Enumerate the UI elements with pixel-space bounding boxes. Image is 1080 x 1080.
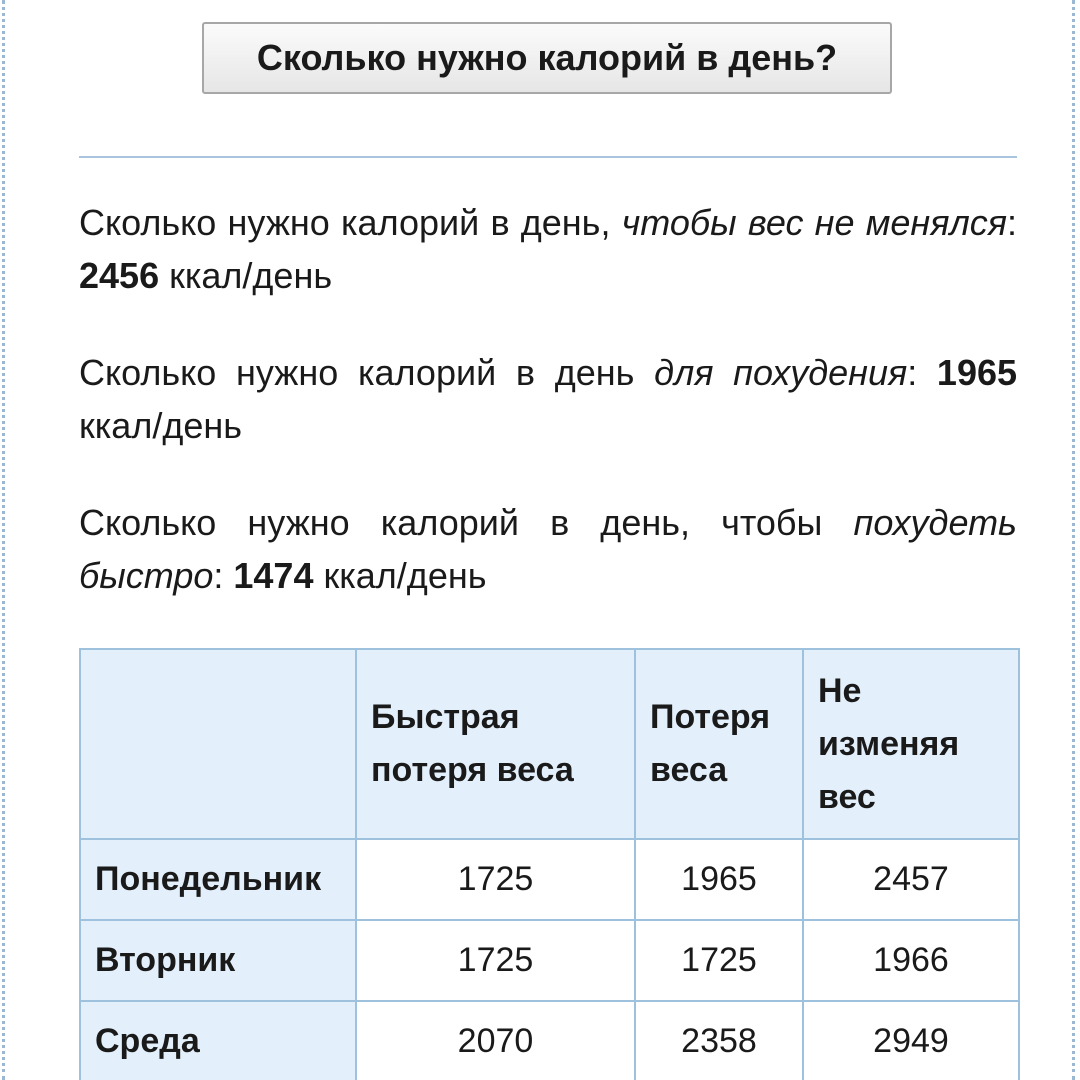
result-value: 1965 [936,352,1018,393]
cell-loss: 1725 [635,920,803,1001]
result-value: 1474 [233,555,314,596]
result-unit: ккал/день [159,255,333,296]
result-goal: похудеть быстро [79,502,1017,596]
result-goal: для похудения [654,352,908,393]
result-prefix: Сколько нужно калорий в день [79,352,655,393]
section-divider [79,156,1017,158]
cell-fast-loss: 2070 [356,1001,635,1080]
header-fast-loss: Быстрая потеря веса [356,649,635,839]
row-day-label: Вторник [80,920,356,1001]
cell-maintain: 1966 [803,920,1019,1001]
result-prefix: Сколько нужно калорий в день, [79,202,622,243]
table-header-row [80,649,1019,839]
frame-border-right [1072,0,1075,1080]
result-value: 2456 [79,255,160,296]
table-row [80,839,1019,920]
table-row [80,1001,1019,1080]
cell-fast-loss: 1725 [356,920,635,1001]
result-fast-weight-loss [79,496,1017,602]
row-day-label: Понедельник [80,839,356,920]
result-separator: : [1006,202,1017,243]
row-day-label: Среда [80,1001,356,1080]
result-goal: чтобы вес не менялся [621,202,1007,243]
table-row [80,920,1019,1001]
result-weight-loss [79,346,1017,452]
cell-fast-loss: 1725 [356,839,635,920]
result-unit: ккал/день [313,555,487,596]
result-maintain-weight [79,196,1017,302]
result-unit: ккал/день [79,405,242,446]
header-loss: Потеря веса [635,649,803,839]
cell-loss: 1965 [635,839,803,920]
calorie-schedule-table [79,648,1020,1080]
result-separator: : [907,352,937,393]
result-prefix: Сколько нужно калорий в день, чтобы [79,502,854,543]
header-empty [80,649,356,839]
header-maintain: Не изменяя вес [803,649,1019,839]
result-separator: : [213,555,234,596]
frame-border-left [2,0,5,1080]
cell-maintain: 2457 [803,839,1019,920]
cell-maintain: 2949 [803,1001,1019,1080]
cell-loss: 2358 [635,1001,803,1080]
calories-per-day-button[interactable]: Сколько нужно калорий в день? [202,22,892,94]
